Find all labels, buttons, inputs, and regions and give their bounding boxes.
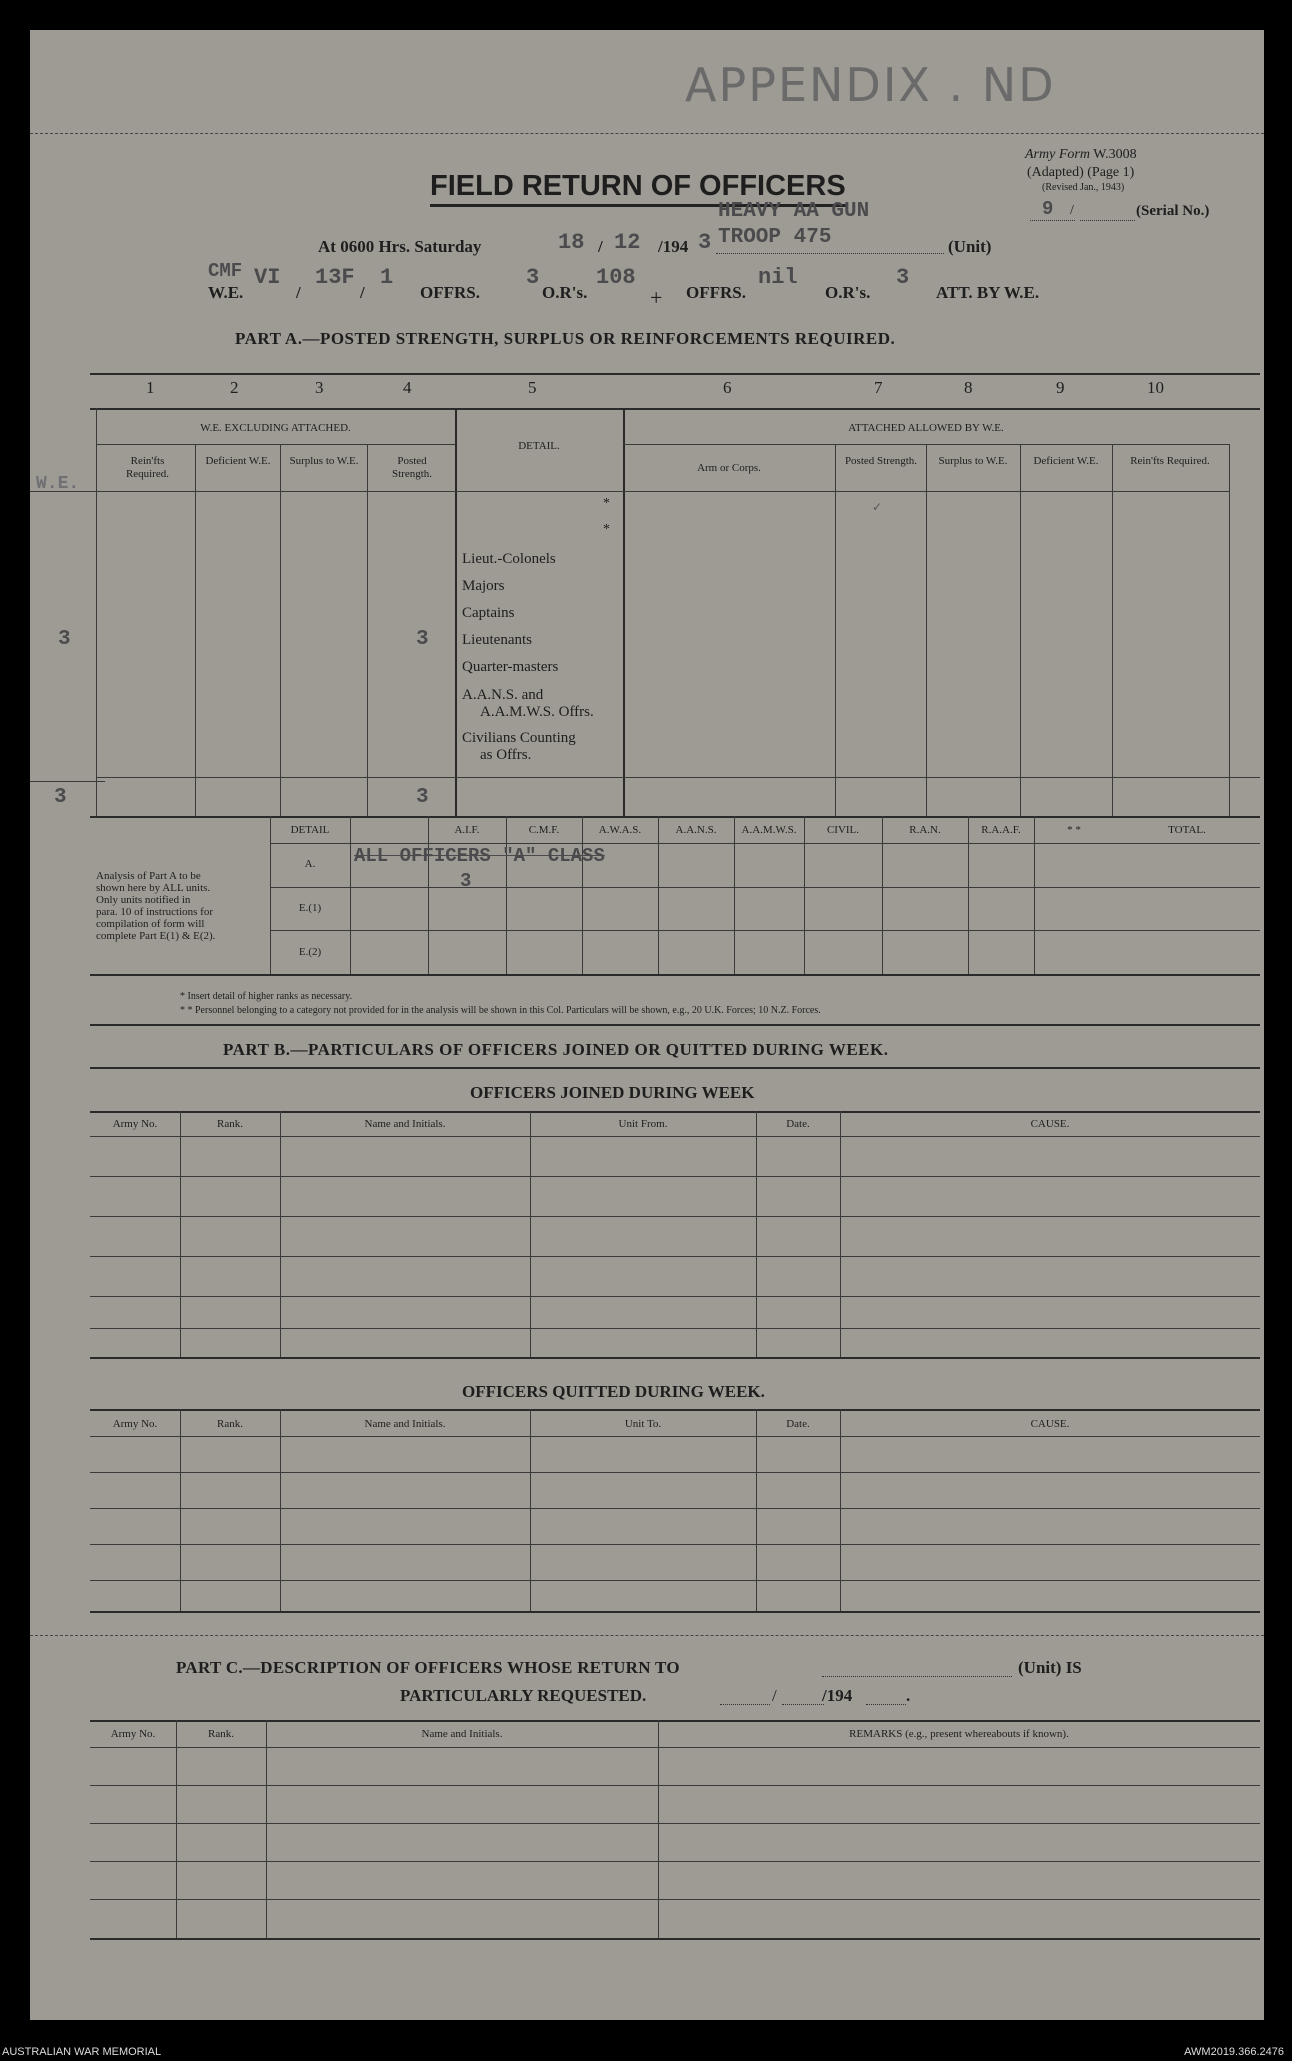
att-posted-header: Posted Strength. [844,455,918,467]
posted-header: Posted Strength. [391,455,433,480]
other-header: * * [1067,824,1081,836]
day-value: 18 [558,230,585,255]
plus-sign: + [650,285,663,310]
page-title: FIELD RETURN OF OFFICERS [430,168,846,207]
footnote-1: * Insert detail of higher ranks as necessary. [180,991,353,1002]
total-header: TOTAL. [1168,824,1206,836]
unit-label: (Unit) [948,237,992,256]
rank-quartermasters: Quarter-masters [462,659,559,675]
part-c-army-no-header: Army No. [110,1728,156,1740]
surplus-header: Surplus to W.E. [289,455,359,467]
quitted-name-header: Name and Initials. [364,1418,446,1430]
rank-captains: Captains [462,605,515,621]
we-part3: 1 [380,265,394,290]
perforation-line-2 [30,1635,1264,1636]
we-prefix: CMF [208,260,243,282]
tick-mark: ✓ [872,500,883,514]
joined-name-header: Name and Initials. [364,1118,446,1130]
analysis-row-e2: E.(2) [298,946,322,958]
rank-lieut-colonels: Lieut.-Colonels [462,551,556,567]
joined-army-no-header: Army No. [112,1118,158,1130]
offrs-value: 3 [526,265,540,290]
we-excl-label: W.E. EXCLUDING ATTACHED. [200,422,351,434]
asterisk-1: * [603,496,610,511]
quitted-army-no-header: Army No. [112,1418,158,1430]
raaf-header: R.A.A.F. [981,824,1021,836]
serial-value: 9 [1042,198,1054,220]
att-ors-label: O.R's. [825,283,871,302]
rank-lieutenants: Lieutenants [462,632,532,648]
part-c-year: /194 [822,1686,853,1705]
part-c-name-header: Name and Initials. [421,1728,503,1740]
att-offrs-value: nil [758,265,798,290]
ors-value: 108 [596,265,636,290]
attached-label: ATTACHED ALLOWED BY W.E. [848,422,1004,434]
total-reinfts: 3 [54,786,67,809]
aans-header: A.A.N.S. [675,824,717,836]
rank-aamws: A.A.M.W.S. Offrs. [480,704,594,720]
analysis-stamp: ALL OFFICERS "A" CLASS [354,845,605,867]
total-posted: 3 [416,786,429,809]
rank-civilians-2: as Offrs. [480,747,532,763]
analysis-stamp-value: 3 [460,870,472,892]
att-surplus-header: Surplus to W.E. [938,455,1008,467]
side-stamp: W.E. [36,474,80,494]
lieutenants-posted: 3 [416,628,429,651]
month-value: 12 [614,230,641,255]
footer-right: AWM2019.366.2476 [1184,2046,1284,2058]
form-revised: (Revised Jan., 1943) [1042,182,1125,193]
joined-date-header: Date. [786,1118,810,1130]
part-c-rank-header: Rank. [208,1728,234,1740]
quitted-date-header: Date. [786,1418,810,1430]
part-c-title-end: (Unit) IS [1018,1658,1082,1677]
aamws-header: A.A.M.W.S. [741,824,797,836]
quitted-unit-to-header: Unit To. [624,1418,662,1430]
ors-label: O.R's. [542,283,588,302]
asterisk-2: * [603,522,610,537]
awas-header: A.W.A.S. [598,824,642,836]
serial-label: (Serial No.) [1136,203,1210,219]
part-c-remarks-header: REMARKS (e.g., present whereabouts if known). [849,1728,1069,1740]
offrs-label: OFFRS. [420,283,480,302]
joined-unit-from-header: Unit From. [618,1118,668,1130]
part-c-line2: PARTICULARLY REQUESTED. [400,1686,647,1705]
detail-label: DETAIL. [518,440,560,452]
part-b-title: PART B.—PARTICULARS OF OFFICERS JOINED OR QUITTED DURING WEEK. [223,1040,889,1059]
reinfts-header: Rein'fts Required. [125,455,170,480]
att-ors-value: 3 [896,265,910,290]
analysis-row-e1: E.(1) [298,902,322,914]
form-number: Army Form W.3008 [1025,147,1137,162]
analysis-detail-header: DETAIL [290,824,330,836]
analysis-row-a: A. [304,858,316,870]
att-reinfts-header: Rein'fts Required. [1130,455,1210,467]
part-a-title: PART A.—POSTED STRENGTH, SURPLUS OR REINFORCEMENTS REQUIRED. [235,329,896,348]
year-prefix: /194 [658,237,689,256]
part-c-slash: / [772,1686,777,1705]
quitted-title: OFFICERS QUITTED DURING WEEK. [462,1382,765,1401]
footer-left: AUSTRALIAN WAR MEMORIAL [2,2046,162,2058]
analysis-note: Analysis of Part A to be shown here by ALL units. Only units notified in para. 10 of instructions for compilation of form will complete Part E(1) & E(2). [96,870,216,942]
civil-header: CIVIL. [826,824,860,836]
at-label: At 0600 Hrs. Saturday [318,237,482,256]
unit-line2: TROOP 475 [718,226,832,249]
part-c-period: . [906,1686,911,1705]
unit-line1: HEAVY AA GUN [718,200,870,223]
we-part2: 13F [315,265,355,290]
att-deficient-header: Deficient W.E. [1033,455,1099,467]
we-part1: VI [254,265,281,290]
att-offrs-label: OFFRS. [686,283,746,302]
rank-civilians: Civilians Counting [462,730,576,746]
we-label: W.E. [208,283,244,302]
rank-aans: A.A.N.S. and [462,687,544,703]
joined-title: OFFICERS JOINED DURING WEEK [470,1083,755,1102]
quitted-rank-header: Rank. [217,1418,243,1430]
deficient-header: Deficient W.E. [205,455,271,467]
quitted-cause-header: CAUSE. [1030,1418,1070,1430]
form-adapted: (Adapted) (Page 1) [1027,165,1135,180]
lieutenants-reinfts: 3 [58,628,71,651]
ran-header: R.A.N. [909,824,941,836]
column-numbers: 1 2 3 4 5 6 7 8 9 10 [146,378,1164,397]
aif-header: A.I.F. [454,824,480,836]
arm-corps-header: Arm or Corps. [697,462,761,474]
form-paper: APPENDIX . ND Army Form W.3008 (Adapted) (Page 1) (Revised Jan., 1943) 9 / (Serial No.) FIELD RETURN OF OFFICERS At 0600 Hrs. Saturday 18 / 12 /194 3 HEAVY AA GUN TROOP 475 (Unit) CMF W.E. VI / 13F / 1 OFFRS. 3 O.R's. 108 + OFFRS. nil O.R's. 3 ATT. BY W.E. PART A.—POSTED STRENGTH, SURPLUS OR REINFORCEMENTS REQUIRED. 1 2 3 4 5 6 7 8 9 10 W.E. EXCLUDING ATTACHED. DETAIL. ATTACHED ALLOWED BY W.E. Rein'fts Required. Deficient W.E. Surplus to W.E. Posted Strength. Arm or Corps. Posted Strength. Surplus to W.E. Deficient W.E. Rein'fts Required. W.E. * * Lieut.-Colonels Majors Captains Lieutenants Quarter-masters A.A.N.S. and A.A.M.W.S. Offrs. Civilians Counting as Offrs. 3 3 ✓ 3 3 DETAIL A.I.F. C.M.F. A.W.A.S. A.A.N.S. A.A.M.W.S. CIVIL. R.A.N. R.A.A.F. * * TOTAL. A. E.(1) E.(2) ALL OFFICERS "A" CLASS 3 Analysis of Part A to be shown here by ALL units. Only units notified in para. 10 of instructions for compilation of form will complete Part E(1) & E(2). * Insert detail of higher ranks as necessary. * * Personnel belonging to a category not provided for in the analysis will be shown in this Col. Particulars will be shown, e.g., 20 U.K. Forces; 10 N.Z. Forces. PART B.—PARTICULARS OF OFFICERS JOINED OR QUITTED DURING WEEK. OFFICERS JOINED DURING WEEK Army No. Rank. Name and Initials. Unit From. Date. CAUSE. OFFICERS QUITTED DURING WEEK. Army No. Rank. Name and Initials. Unit To. Date. CAUSE. PART C.—DESCRIPTION OF OFFICERS WHOSE RETURN TO (Unit) IS PARTICULARLY REQUESTED. / /194 . Army No. Rank. Name and Initials. REMARKS (e.g., present whereabouts if known). [30,30,1264,2020]
part-c-title: PART C.—DESCRIPTION OF OFFICERS WHOSE RETURN TO [176,1658,680,1677]
handwritten-note: APPENDIX . ND [685,58,1056,112]
footnote-2: * * Personnel belonging to a category not provided for in the analysis will be shown in this Col. Particulars will be shown, e.g., 20 U.K. Forces; 10 N.Z. Forces. [180,1005,821,1016]
year-digit: 3 [698,230,712,255]
joined-cause-header: CAUSE. [1030,1118,1070,1130]
att-label: ATT. BY W.E. [936,283,1040,302]
rank-majors: Majors [462,578,505,594]
perforation-line [30,133,1264,134]
joined-rank-header: Rank. [217,1118,243,1130]
cmf-header: C.M.F. [528,824,560,836]
